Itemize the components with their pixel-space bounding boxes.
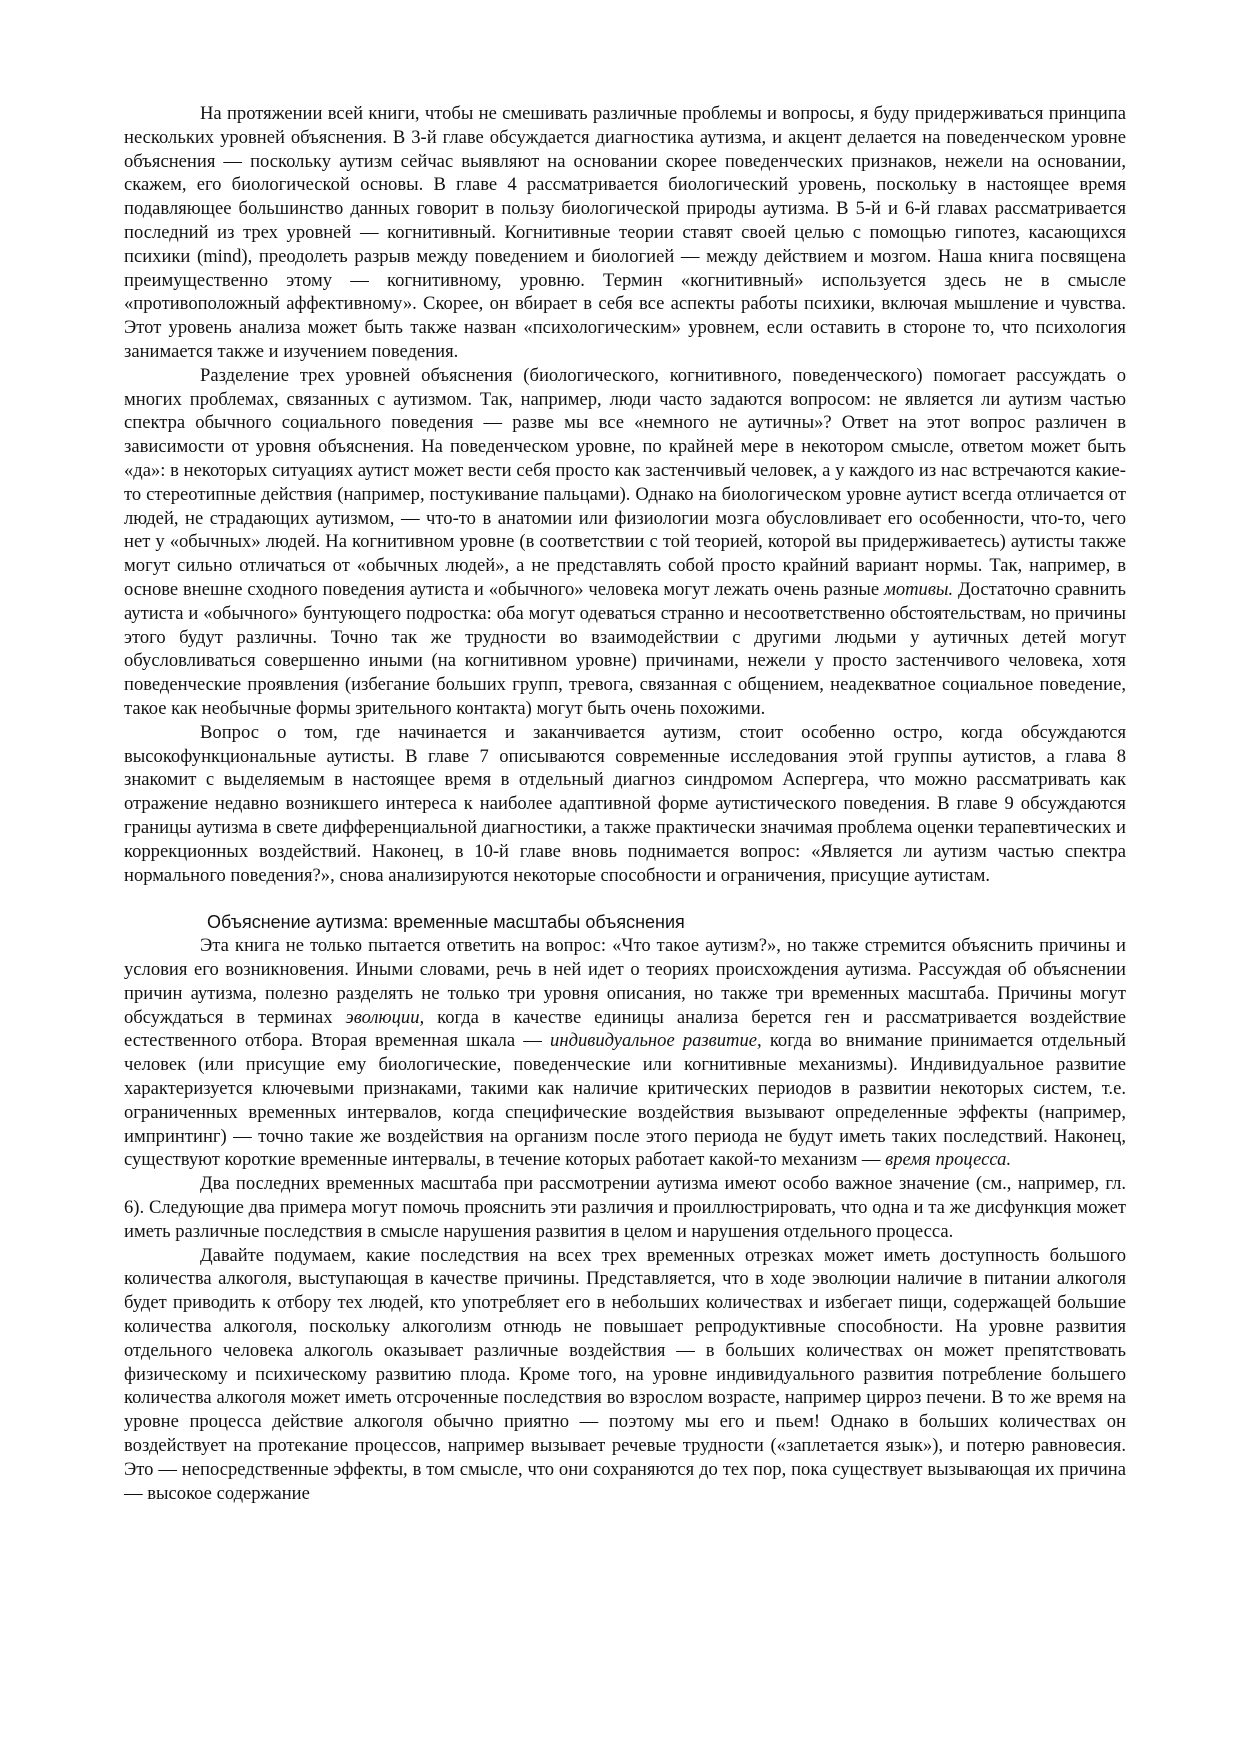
document-page (124, 102, 1126, 1505)
emphasis-individual-development: индивидуальное развитие, (550, 1030, 762, 1052)
paragraph-two-time-scales: Два последних временных масштаба при рассмотрении аутизма имеют особо важное значение (см., например, гл. 6). Следующие два примера могут помочь прояснить эти различия и проиллюстрировать, что одна и та же дисфункция может иметь различные последствия в смысле нарушения развития в целом и нарушения отдельного процесса. (124, 1173, 1126, 1242)
section-heading: Объяснение аутизма: временные масштабы объяснения (207, 912, 685, 933)
emphasis-process-time: время процесса. (885, 1149, 1012, 1171)
emphasis-motives: мотивы. (883, 578, 954, 600)
paragraph-high-functioning: Вопрос о том, где начинается и заканчивается аутизм, стоит особенно остро, когда обсуждаются высокофункциональные аутисты. В главе 7 описываются современные исследования этой группы аутистов, а глава 8 знакомит с выделяемым в настоящее время в отдельный диагноз синдромом Аспергера, что можно рассматривать как отражение недавно возникшего интереса к наиболее адаптивной форме аутистического поведения. В главе 9 обсуждаются границы аутизма в свете дифференциальной диагностики, а также практически значимая проблема оценки терапевтических и коррекционных воздействий. Наконец, в 10-й главе вновь поднимается вопрос: «Является ли аутизм частью спектра нормального поведения?», снова анализируются некоторые способности и ограничения, присущие аутистам. (124, 721, 1126, 886)
paragraph-alcohol-example: Давайте подумаем, какие последствия на всех трех временных отрезках может иметь доступность большого количества алкоголя, выступающая в качестве причины. Представляется, что в ходе эволюции наличие в питании алкоголя будет приводить к отбору тех людей, кто употребляет его в небольших количествах и избегает пищи, содержащей большие количества алкоголя, поскольку алкоголизм отнюдь не повышает репродуктивные способности. На уровне развития отдельного человека алкоголь оказывает различные воздействия — в больших количествах он может препятствовать физическому и психическому развитию плода. Кроме того, на уровне индивидуального развития потребление большего количества алкоголя может иметь отсроченные последствия во взрослом возрасте, например цирроз печени. В то же время на уровне процесса действие алкоголя обычно приятно — поэтому мы его и пьем! Однако в больших количествах он воздействует на протекание процессов, например вызывает речевые трудности («заплетается язык»), и потерю равновесия. Это — непосредственные эффекты, в том смысле, что они сохраняются до тех пор, пока существует вызывающая их причина — высокое содержание (124, 1244, 1126, 1504)
text-segment: когда в качестве единицы анализа берется ген и рассматривается воздействие естественного отбора. Вторая временная шкала — (124, 1006, 1126, 1052)
text-segment: Эта книга не только пытается ответить на вопрос: «Что такое аутизм?», но также стремится объяснить причины и условия его возникновения. Иными словами, речь в ней идет о теориях происхождения аутизма. Рассуждая об объяснении причин аутизма, полезно разделять не только три уровня описания, но также три временных масштаба. Причины могут обсуждаться в терминах (124, 935, 1126, 1028)
emphasis-evolution: эволюции, (345, 1006, 425, 1028)
text-segment: Разделение трех уровней объяснения (биологического, когнитивного, поведенческого) помогает рассуждать о многих проблемах, связанных с аутизмом. Так, например, люди часто задаются вопросом: не является ли аутизм частью спектра обычного социального поведения — разве мы все «немного не аутичны»? Ответ на этот вопрос различен в зависимости от уровня объяснения. На поведенческом уровне, по крайней мере в некотором смысле, ответом может быть «да»: в некоторых ситуациях аутист может вести себя просто как застенчивый человек, а у каждого из нас встречаются какие-то стереотипные действия (например, постукивание пальцами). Однако на биологическом уровне аутист всегда отличается от людей, не страдающих аутизмом, — что-то в анатомии или физиологии мозга обусловливает его особенности, что-то, чего нет у «обычных» людей. На когнитивном уровне (в соответствии с той теорией, которой вы придерживаетесь) аутисты также могут сильно отличаться от «обычных людей», а не представлять собой просто крайний вариант нормы. Так, например, в основе внешне сходного поведения аутиста и «обычного» человека могут лежать очень разные (124, 364, 1126, 600)
paragraph-time-scales (124, 934, 1126, 1172)
text-segment: когда во внимание принимается отдельный человек (или присущие ему биологические, поведенческие или когнитивные механизмы). Индивидуальное развитие характеризуется ключевыми признаками, такими как наличие критических периодов в развитии некоторых систем, т.е. ограниченных временных интервалов, когда специфические воздействия вызывают определенные эффекты (например, импринтинг) — точно такие же воздействия на организм после этого периода не будут иметь таких последствий. Наконец, существуют короткие временные интервалы, в течение которых работает какой-то механизм — (124, 1030, 1127, 1171)
paragraph-three-levels-spectrum (124, 364, 1126, 721)
paragraph-levels-of-explanation: На протяжении всей книги, чтобы не смешивать различные проблемы и вопросы, я буду придерживаться принципа нескольких уровней объяснения. В 3-й главе обсуждается диагностика аутизма, и акцент делается на поведенческом уровне объяснения — поскольку аутизм сейчас выявляют на основании скорее поведенческих признаков, нежели на основании, скажем, его биологической основы. В главе 4 рассматривается биологический уровень, поскольку в настоящее время подавляющее большинство данных говорит в пользу биологической природы аутизма. В 5-й и 6-й главах рассматривается последний из трех уровней — когнитивный. Когнитивные теории ставят своей целью с помощью гипотез, касающихся психики (mind), преодолеть разрыв между поведением и биологией — между действием и мозгом. Наша книга посвящена преимущественно этому — когнитивному, уровню. Термин «когнитивный» используется здесь не в смысле «противоположный аффективному». Скорее, он вбирает в себя все аспекты работы психики, включая мышление и чувства. Этот уровень анализа может быть также назван «психологическим» уровнем, если оставить в стороне то, что психология занимается также и изучением поведения. (124, 103, 1126, 362)
text-segment: Достаточно сравнить аутиста и «обычного» бунтующего подростка: оба могут одеваться странно и несоответственно обстоятельствам, но причины этого будут различны. Точно так же трудности во взаимодействии с другими людьми у аутичных детей могут обусловливаться совершенно иными (на когнитивном уровне) причинами, нежели у просто застенчивого человека, хотя поведенческие проявления (избегание больших групп, тревога, связанная с общением, неадекватное социальное поведение, такое как необычные формы зрительного контакта) могут быть очень похожими. (124, 578, 1127, 719)
